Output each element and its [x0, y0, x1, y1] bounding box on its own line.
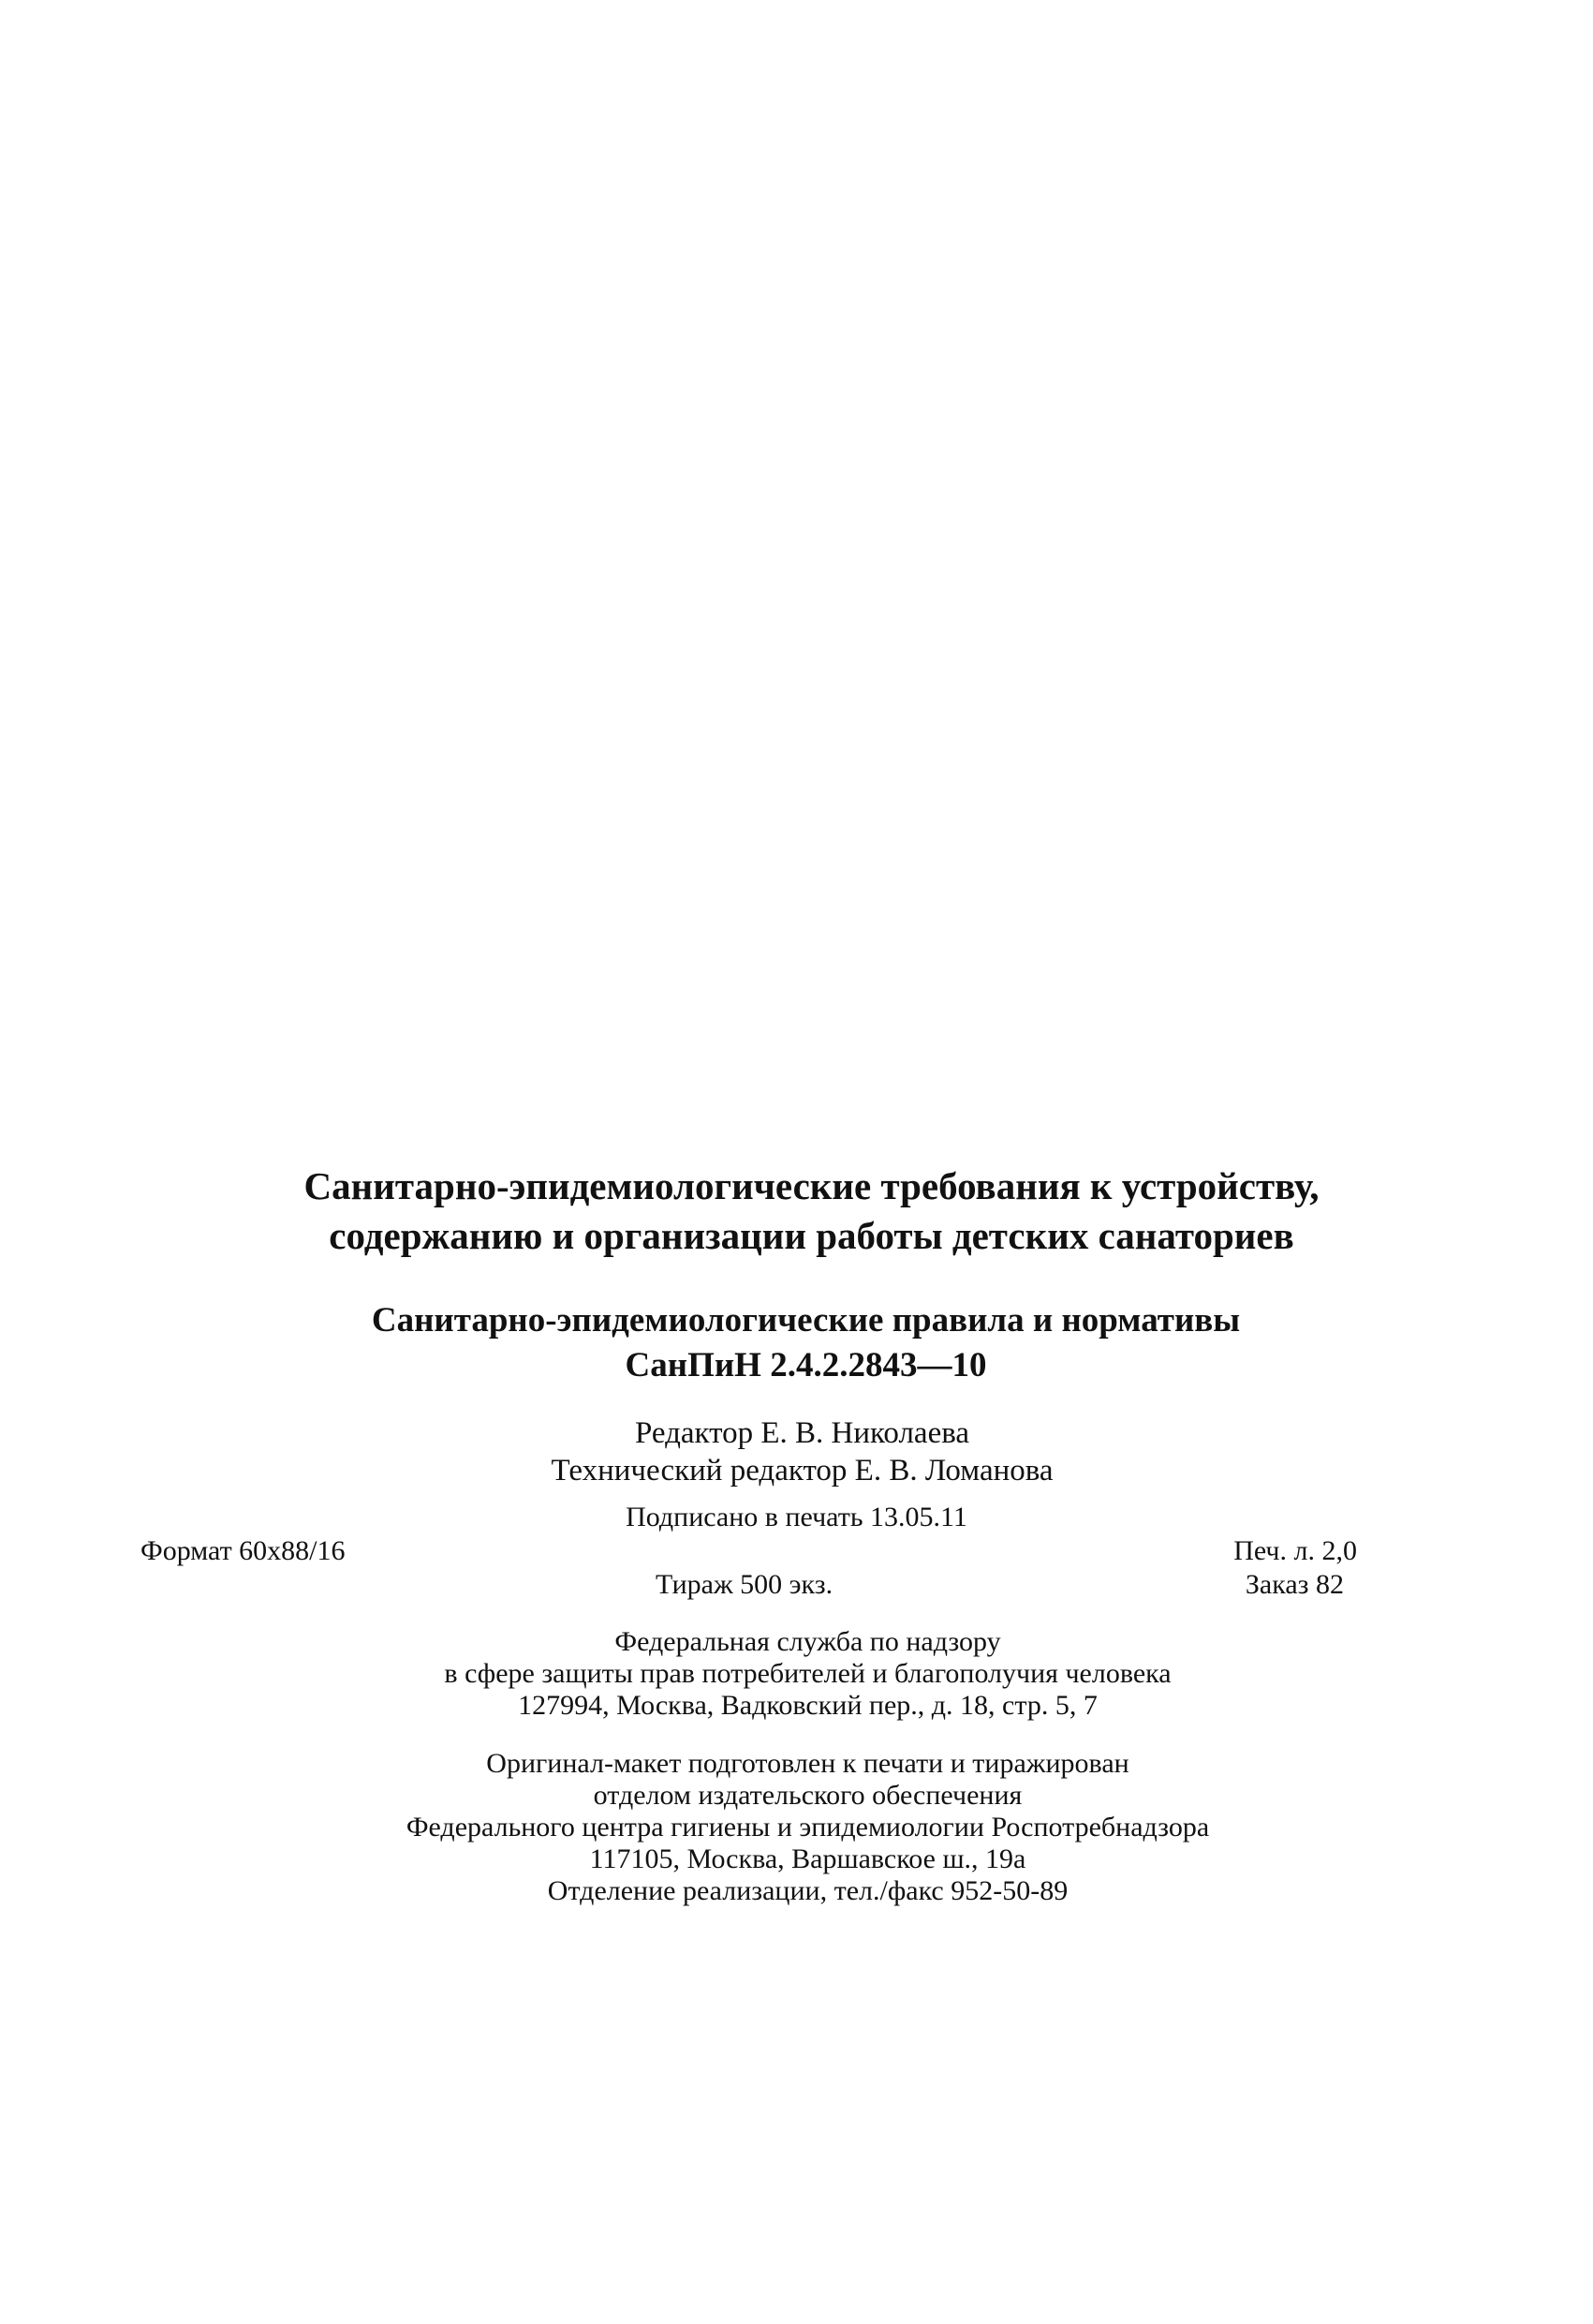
- circulation-text: Тираж 500 экз.: [656, 1569, 833, 1600]
- publisher-address: 127994, Москва, Вадковский пер., д. 18, стр. 5, 7: [518, 1690, 1098, 1721]
- editors-block: [6, 1414, 1593, 1489]
- publisher-block: [11, 1626, 1593, 1722]
- order-text: Заказ 82: [1245, 1569, 1344, 1600]
- original-layout-block: [11, 1748, 1593, 1907]
- signed-for-print: [0, 1501, 1593, 1534]
- original-line: Федерального центра гигиены и эпидемиологии Роспотребнадзора: [406, 1812, 1210, 1843]
- original-address: 117105, Москва, Варшавское ш., 19а: [589, 1843, 1026, 1874]
- document-subtitle: [9, 1298, 1593, 1388]
- publisher-line: в сфере защиты прав потребителей и благополучия человека: [444, 1658, 1172, 1689]
- subtitle-line: Санитарно-эпидемиологические правила и нормативы: [371, 1301, 1241, 1340]
- original-line: Оригинал-макет подготовлен к печати и тиражирован: [486, 1748, 1129, 1779]
- publisher-line: Федеральная служба по надзору: [614, 1626, 1001, 1657]
- editor-line: Редактор Е. В. Николаева: [634, 1416, 970, 1450]
- original-line: отделом издательского обеспечения: [593, 1780, 1023, 1811]
- signed-text: Подписано в печать 13.05.11: [626, 1502, 967, 1532]
- sales-contact: Отделение реализации, тел./факс 952-50-89: [547, 1875, 1069, 1906]
- title-line: Санитарно-эпидемиологические требования к устройству,: [303, 1164, 1320, 1207]
- sanpin-code: СанПиН 2.4.2.2843—10: [625, 1346, 987, 1384]
- tech-editor-line: Технический редактор Е. В. Ломанова: [551, 1454, 1054, 1488]
- format-text: Формат 60x88/16: [140, 1535, 346, 1566]
- title-line: содержанию и организации работы детских санаториев: [329, 1214, 1294, 1257]
- document-title: [15, 1162, 1593, 1261]
- print-sheets-text: Печ. л. 2,0: [1233, 1535, 1357, 1566]
